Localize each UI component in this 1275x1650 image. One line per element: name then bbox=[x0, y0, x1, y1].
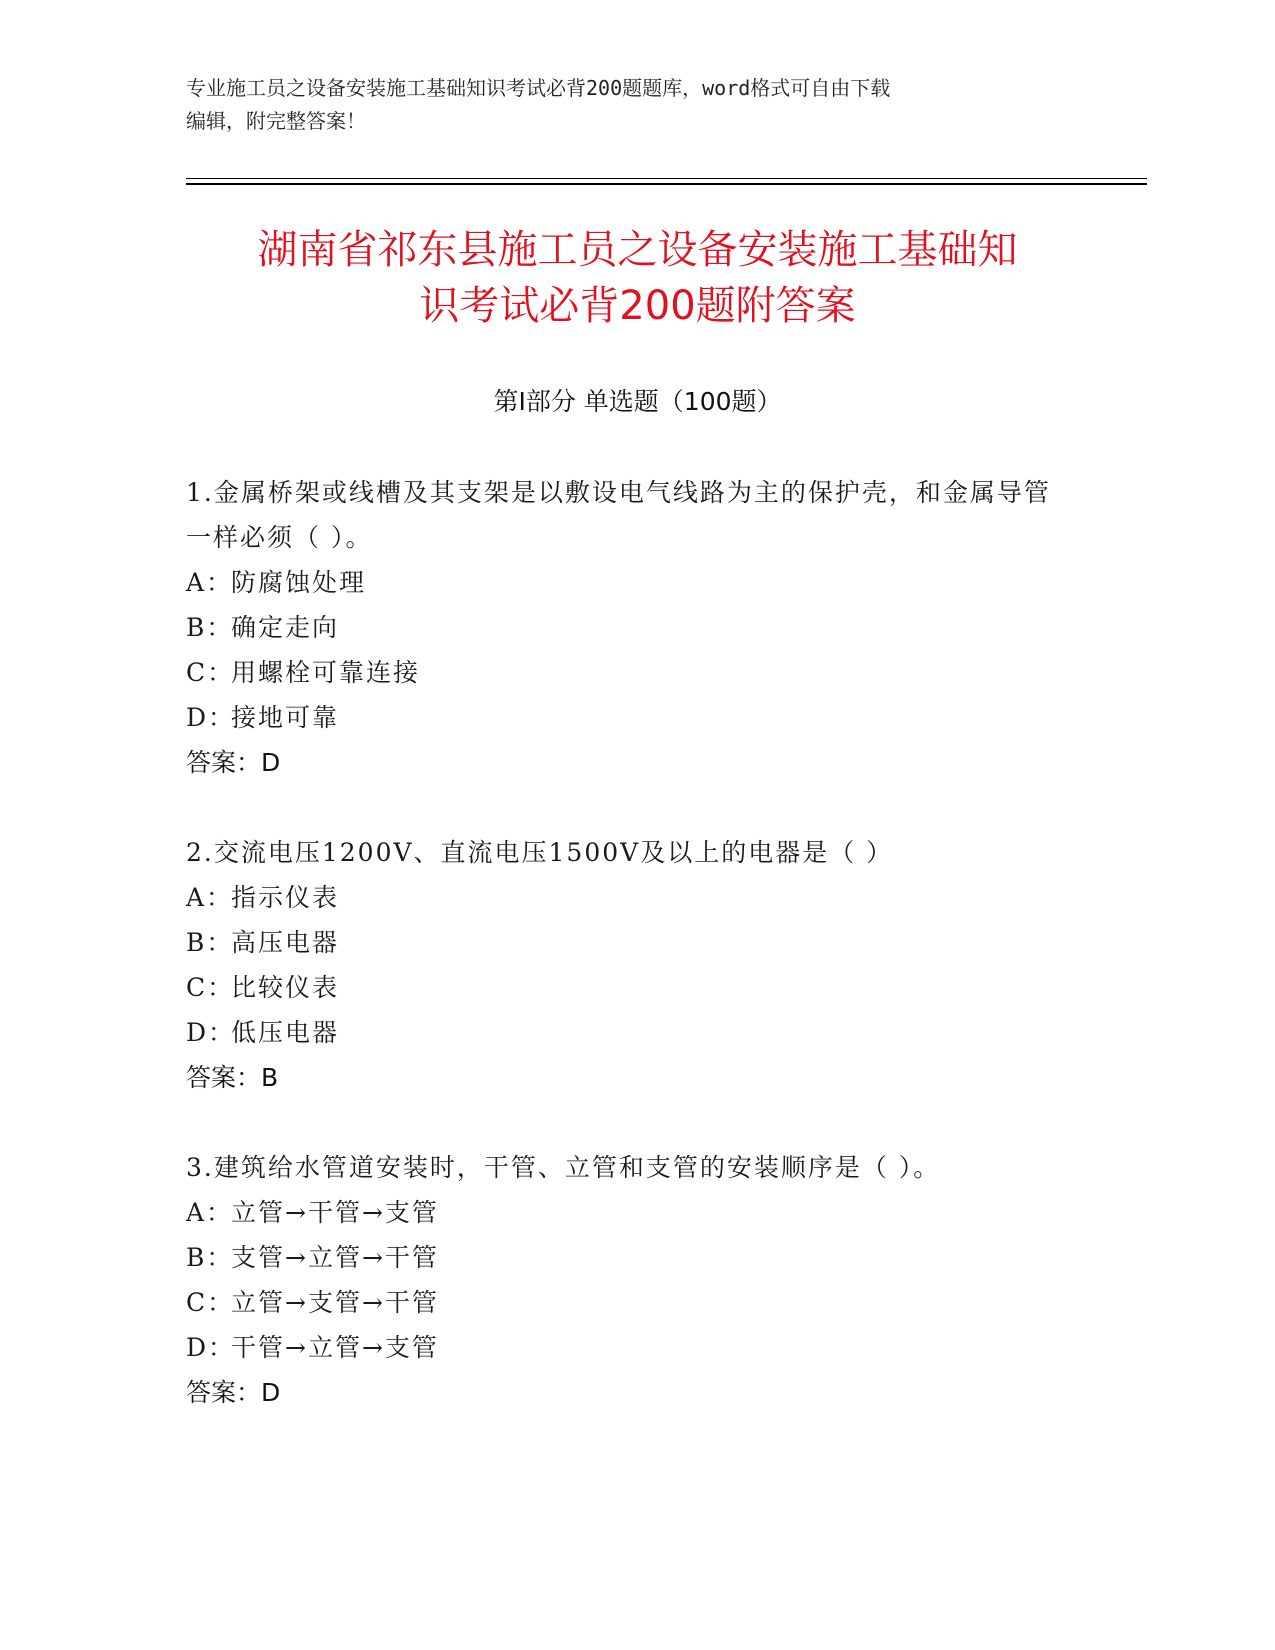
option-key: B： bbox=[186, 613, 234, 642]
option-c bbox=[186, 650, 1066, 695]
option-key: C： bbox=[186, 973, 235, 1002]
option-a bbox=[186, 1190, 1066, 1235]
option-d bbox=[186, 1325, 1066, 1370]
option-d bbox=[186, 1010, 1066, 1055]
option-key: A： bbox=[186, 883, 234, 912]
option-key: D： bbox=[186, 703, 236, 732]
document-title-line2: 识考试必背200题附答案 bbox=[419, 283, 856, 329]
question-item bbox=[186, 470, 1066, 785]
header-note bbox=[186, 72, 1086, 138]
section-heading: 第Ⅰ部分 单选题（100题） bbox=[493, 387, 782, 416]
option-key: C： bbox=[186, 1288, 235, 1317]
option-b bbox=[186, 1235, 1066, 1280]
answer-line: 答案：B bbox=[186, 1063, 279, 1092]
option-c bbox=[186, 1280, 1066, 1325]
option-key: D： bbox=[186, 1018, 236, 1047]
option-text: 接地可靠 bbox=[231, 703, 340, 732]
document-title-line1: 湖南省祁东县施工员之设备安装施工基础知 bbox=[257, 227, 1018, 273]
header-note-line2: 编辑，附完整答案！ bbox=[186, 109, 366, 133]
option-key: B： bbox=[186, 928, 234, 957]
option-text: 高压电器 bbox=[231, 928, 340, 957]
question-list bbox=[186, 470, 1066, 1460]
option-b bbox=[186, 605, 1066, 650]
option-text: 指示仪表 bbox=[231, 883, 340, 912]
document-title bbox=[186, 222, 1089, 334]
option-a bbox=[186, 560, 1066, 605]
header-note-line1: 专业施工员之设备安装施工基础知识考试必背200题题库，word格式可自由下载 bbox=[186, 76, 891, 100]
option-text: 比较仪表 bbox=[231, 973, 340, 1002]
header-rule-thick bbox=[186, 183, 1147, 185]
option-text: 确定走向 bbox=[231, 613, 340, 642]
option-b bbox=[186, 920, 1066, 965]
option-a bbox=[186, 875, 1066, 920]
option-text: 用螺栓可靠连接 bbox=[231, 658, 421, 687]
option-text: 干管→立管→支管 bbox=[231, 1333, 439, 1362]
option-d bbox=[186, 695, 1066, 740]
question-item bbox=[186, 1145, 1066, 1415]
option-key: A： bbox=[186, 1198, 234, 1227]
option-text: 支管→立管→干管 bbox=[231, 1243, 439, 1272]
header-rule-thin bbox=[186, 178, 1147, 179]
question-stem: 3.建筑给水管道安装时，干管、立管和支管的安装顺序是（ ）。 bbox=[186, 1153, 941, 1182]
option-key: C： bbox=[186, 658, 235, 687]
option-key: B： bbox=[186, 1243, 234, 1272]
question-stem: 2.交流电压1200V、直流电压1500V及以上的电器是（ ） bbox=[186, 838, 894, 867]
option-text: 低压电器 bbox=[231, 1018, 340, 1047]
question-item bbox=[186, 830, 1066, 1100]
option-key: A： bbox=[186, 568, 234, 597]
option-text: 立管→干管→支管 bbox=[231, 1198, 439, 1227]
option-c bbox=[186, 965, 1066, 1010]
option-text: 防腐蚀处理 bbox=[231, 568, 367, 597]
answer-line: 答案：D bbox=[186, 748, 281, 777]
answer-line: 答案：D bbox=[186, 1378, 281, 1407]
option-text: 立管→支管→干管 bbox=[231, 1288, 439, 1317]
option-key: D： bbox=[186, 1333, 236, 1362]
question-stem: 1.金属桥架或线槽及其支架是以敷设电气线路为主的保护壳，和金属导管一样必须（ ）。 bbox=[186, 478, 1051, 552]
